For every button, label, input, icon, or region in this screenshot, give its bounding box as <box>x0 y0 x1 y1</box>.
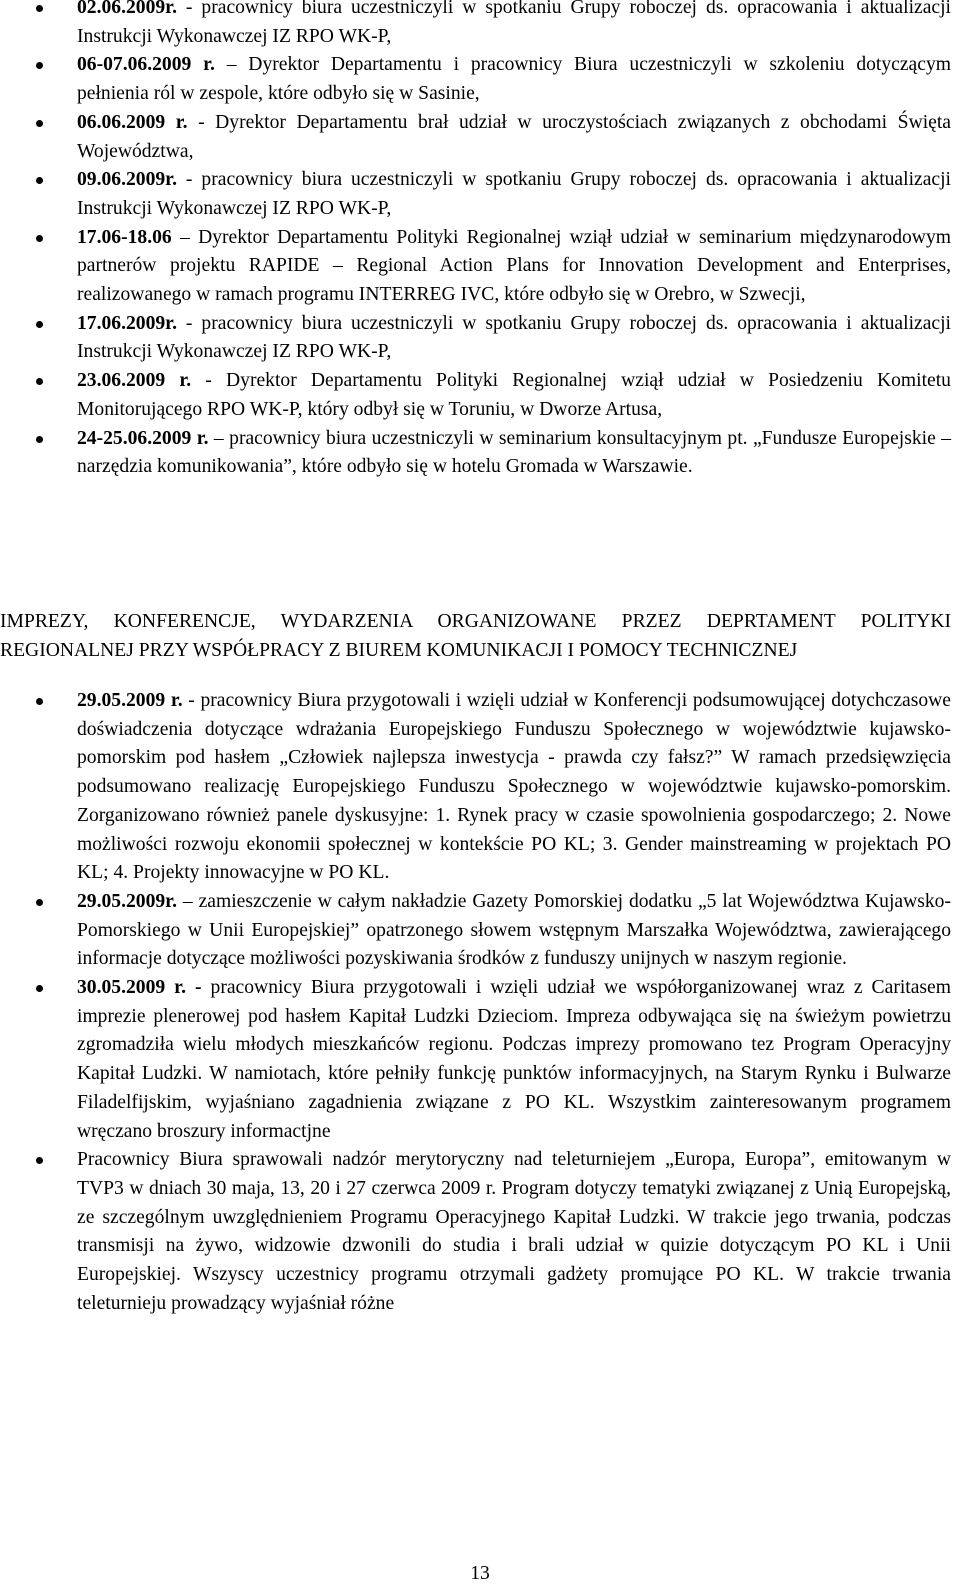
section-heading: IMPREZY, KONFERENCJE, WYDARZENIA ORGANIZOWANE PRZEZ DEPRTAMENT POLITYKI REGIONALNEJ PRZY WSPÓŁPRACY Z BIUREM KOMUNIKACJI I POMOCY TECHNICZNEJ <box>0 611 951 661</box>
event-date: 23.06.2009 r. <box>77 370 192 392</box>
list-item <box>0 310 960 367</box>
list-item <box>0 367 960 424</box>
event-description: - Dyrektor Departamentu Polityki Regionalnej wziął udział w Posiedzeniu Komitetu Monitorującego RPO WK-P, który odbył się w Toruniu, w Dworze Artusa, <box>77 370 951 420</box>
event-date: 17.06-18.06 <box>77 226 172 248</box>
list-item <box>0 687 960 888</box>
event-date: 09.06.2009r. <box>77 169 177 191</box>
event-date: 24-25.06.2009 r. <box>77 427 209 449</box>
event-date: 06-07.06.2009 r. <box>77 54 215 76</box>
event-date: 29.05.2009r. <box>77 890 177 912</box>
event-description: - pracownicy biura uczestniczyli w spotkaniu Grupy roboczej ds. opracowania i aktualizacji Instrukcji Wykonawczej IZ RPO WK-P, <box>77 0 951 47</box>
event-description: - Dyrektor Departamentu brał udział w uroczystościach związanych z obchodami Święta Województwa, <box>77 111 951 162</box>
list-item <box>0 166 960 223</box>
event-description: - pracownicy Biura przygotowali i wzięli udział w Konferencji podsumowującej dotychczasowe doświadczenia dotyczące wdrażania Europejskiego Funduszu Społecznego w województwie kujawsko-pomorskim pod hasłem „Człowiek najlepsza inwestycja - prawda czy fałsz?” W ramach przedsięwzięcia podsumowano realizację Europejskiego Funduszu Społecznego w województwie kujawsko-pomorskim. Zorganizowano również panele dyskusyjne: 1. Rynek pracy w czasie spowolnienia gospodarczego; 2. Nowe możliwości rozwoju ekonomii społecznej w kontekście PO KL; 3. Gender mainstreaming w projektach PO KL; 4. Projekty innowacyjne w PO KL. <box>77 690 951 884</box>
event-description: Pracownicy Biura sprawowali nadzór merytoryczny nad teleturniejem „Europa, Europa”, emitowanym w TVP3 w dniach 30 maja, 13, 20 i 27 czerwca 2009 r. Program dotyczy tematyki związanej z Unią Europejską, ze szczególnym uwzględnieniem Programu Operacyjnego Kapitał Ludzki. W trakcie jego trwania, podczas transmisji na żywo, widzowie dzwonili do studia i brali udział w quizie dotyczącym PO KL i Unii Europejskiej. Wszyscy uczestnicy programu otrzymali gadżety promujące PO KL. W trakcie trwania teleturnieju prowadzący wyjaśniał różne <box>77 1149 951 1314</box>
event-description: – Dyrektor Departamentu i pracownicy Biura uczestniczyli w szkoleniu dotyczącym pełnienia ról w zespole, które odbyło się w Sasinie, <box>77 54 951 105</box>
list-item <box>0 974 960 1146</box>
list-item <box>0 888 960 974</box>
event-description: – pracownicy biura uczestniczyli w seminarium konsultacyjnym pt. „Fundusze Europejskie – narzędzia komunikowania”, które odbyło się w hotelu Gromada w Warszawie. <box>77 427 951 478</box>
event-description: pracownicy Biura przygotowali i wzięli udział we współorganizowanej wraz z Caritasem imprezie plenerowej pod hasłem Kapitał Ludzki Dzieciom. Impreza odbywająca się na świeżym powietrzu zgromadziła wielu młodych mieszkańców regionu. Podczas imprezy promowano tez Program Operacyjny Kapitał Ludzki. W namiotach, które pełniły funkcję punktów informacyjnych, na Starym Rynku i Bulwarze Filadelfijskim, wyjaśniano zagadnienia związane z PO KL. Wszystkim zainteresowanym programem wręczano broszury informactjne <box>77 977 951 1142</box>
event-date: 17.06.2009r. <box>77 312 177 334</box>
event-description: – zamieszczenie w całym nakładzie Gazety Pomorskiej dodatku „5 lat Województwa Kujawsko-Pomorskiego w Unii Europejskiej” opatrzonego słowem wstępnym Marszałka Województwa, zawierającego informacje dotyczące możliwości pozyskiwania środków z funduszy unijnych w naszym regionie. <box>77 890 951 970</box>
organized-events-list <box>0 687 960 1318</box>
event-date: 29.05.2009 r. <box>77 690 183 711</box>
list-item <box>0 1146 960 1318</box>
list-item <box>0 0 960 51</box>
list-item <box>0 51 960 108</box>
event-date: 30.05.2009 r. - <box>77 977 202 999</box>
event-description: - pracownicy biura uczestniczyli w spotkaniu Grupy roboczej ds. opracowania i aktualizacji Instrukcji Wykonawczej IZ RPO WK-P, <box>77 312 951 363</box>
events-list <box>0 0 960 482</box>
list-item <box>0 109 960 166</box>
page-number: 13 <box>470 1563 490 1584</box>
list-item <box>0 425 960 482</box>
event-date: 06.06.2009 r. <box>77 111 188 133</box>
event-description: – Dyrektor Departamentu Polityki Regionalnej wziął udział w seminarium międzynarodowym partnerów projektu RAPIDE – Regional Action Plans for Innovation Development and Enterprises, realizowanego w ramach programu INTERREG IVC, które odbyło się w Orebro, w Szwecji, <box>77 226 951 306</box>
event-description: - pracownicy biura uczestniczyli w spotkaniu Grupy roboczej ds. opracowania i aktualizacji Instrukcji Wykonawczej IZ RPO WK-P, <box>77 169 951 219</box>
event-date: 02.06.2009r. <box>77 0 177 18</box>
list-item <box>0 224 960 310</box>
